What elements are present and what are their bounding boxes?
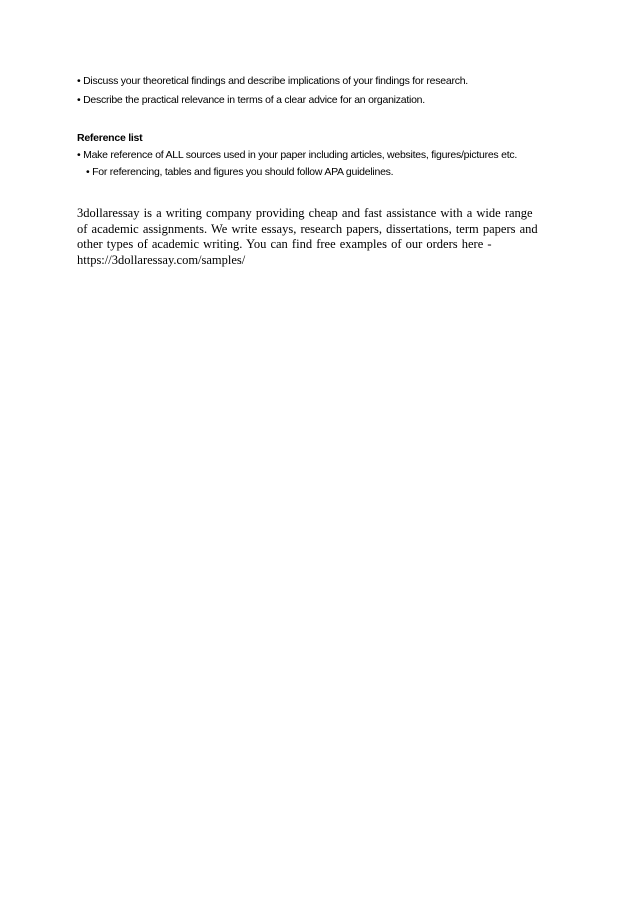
bullet-apa-guidelines: • For referencing, tables and figures you should follow APA guidelines. bbox=[86, 166, 394, 178]
promo-paragraph: 3dollaressay is a writing company providing cheap and fast assistance with a wide range of academic assignments. We write essays, research papers, dissertations, term papers and other types of academic writing. You can find free examples of our orders here - https://3dollaressay.com/samples/ bbox=[77, 206, 538, 267]
bullet-discuss-findings: • Discuss your theoretical findings and describe implications of your findings for research. bbox=[77, 75, 468, 87]
reference-list-heading: Reference list bbox=[77, 132, 143, 144]
bullet-practical-relevance: • Describe the practical relevance in terms of a clear advice for an organization. bbox=[77, 94, 425, 106]
bullet-reference-all-sources: • Make reference of ALL sources used in your paper including articles, websites, figures/pictures etc. bbox=[77, 149, 518, 161]
